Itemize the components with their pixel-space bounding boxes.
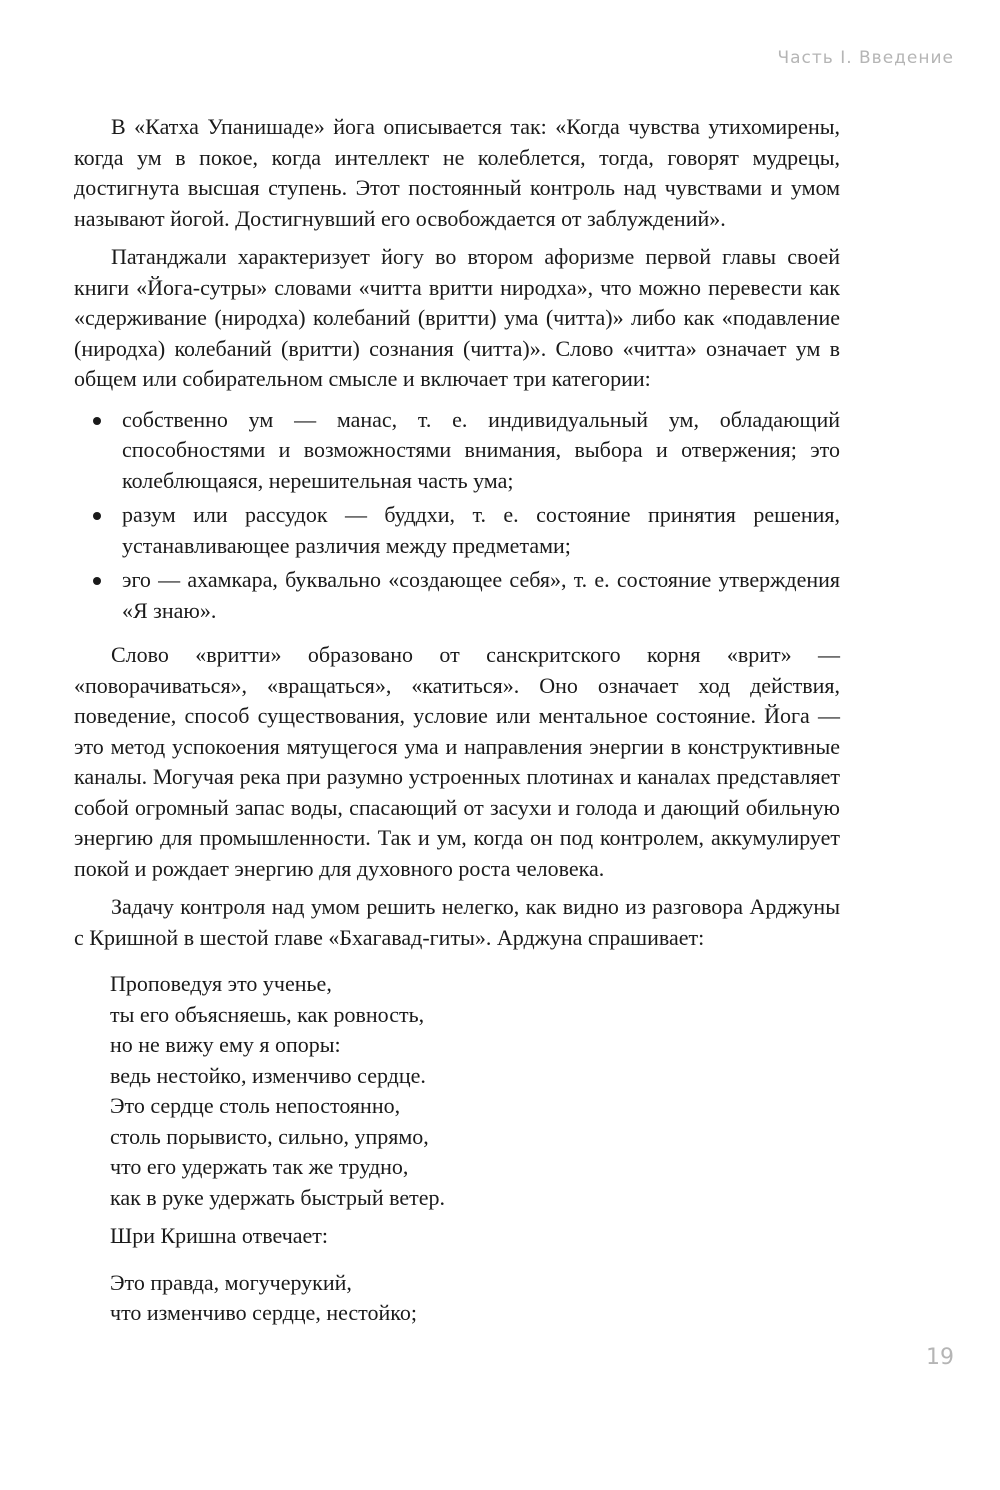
verse-line: ты его объясняешь, как ровность, [110,1001,425,1027]
page-body [74,112,840,1337]
page-number: 19 [926,1345,954,1370]
verse-krishna [110,1268,840,1329]
list-item [74,565,840,626]
paragraph-katha-upanishad: В «Катха Упанишаде» йога описывается так: «Когда чувства утихомирены, когда ум в покое, когда интеллект не колеблется, тогда, говорят мудрецы, достигнута высшая ступень. Этот постоянный контроль над чувствами и умом называют йогой. Достигнувший его освобождается от заблуждений». [74,114,840,231]
list-item [74,500,840,561]
paragraph-vritti: Слово «вритти» образовано от санскритского корня «врит» — «поворачиваться», «вращаться», «катиться». Оно означает ход действия, поведение, способ существования, условие или ментальное состояние. Йога — это метод успокоения мятущегося ума и направления энергии в конструктивные каналы. Могучая река при разумно устроенных плотинах и каналах представляет собой огромный запас воды, спасающий от засухи и голода и дающий обильную энергию для промышленности. Так и ум, когда он под контролем, аккумулирует покой и рождает энергию для духовного роста человека. [74,642,840,881]
bullet-dot-icon [93,417,101,425]
list-item-text: разум или рассудок — буддхи, т. е. состояние принятия решения, устанавливающее различия между предметами; [122,502,840,558]
list-item [74,405,840,497]
paragraph-arjuna-krishna: Задачу контроля над умом решить нелегко, как видно из разговора Арджуны с Кришной в шестой главе «Бхагавад-гиты». Арджуна спрашивает: [74,894,840,950]
running-header: Часть I. Введение [777,48,954,68]
chitta-categories-list [74,405,840,627]
verse-line: Это сердце столь непостоянно, [110,1093,401,1118]
verse-line: что изменчиво сердце, нестойко; [110,1300,417,1325]
verse-line: Это правда, могучерукий, [110,1269,352,1295]
verse-line: но не вижу ему я опоры: [110,1032,341,1057]
paragraph-patanjali: Патанджали характеризует йогу во втором афоризме первой главы своей книги «Йога-сутры» словами «читта вритти ниродха», что можно перевести как «сдерживание (ниродха) колебаний (вритти) ума (читта)» либо как «подавление (ниродха) колебаний (вритти) сознания (читта)». Слово «читта» означает ум в общем или собирательном смысле и включает три категории: [74,244,840,391]
verse-arjuna [110,969,840,1213]
list-item-text: собственно ум — манас, т. е. индивидуальный ум, обладающий способностями и возможностями внимания, выбора и отвержения; это колеблющаяся, нерешительная часть ума; [122,406,840,493]
verse-line: как в руке удержать быстрый ветер. [110,1184,446,1210]
verse-line: столь порывисто, сильно, упрямо, [110,1123,429,1149]
bullet-dot-icon [93,577,101,585]
bullet-dot-icon [93,512,101,520]
krishna-intro: Шри Кришна отвечает: [110,1223,329,1248]
list-item-text: эго — ахамкара, буквально «создающее себя», т. е. состояние утверждения «Я знаю». [122,567,840,623]
verse-line: Проповедуя это ученье, [110,971,332,996]
verse-line: ведь нестойко, изменчиво сердце. [110,1062,426,1088]
verse-line: что его удержать так же трудно, [110,1154,409,1179]
